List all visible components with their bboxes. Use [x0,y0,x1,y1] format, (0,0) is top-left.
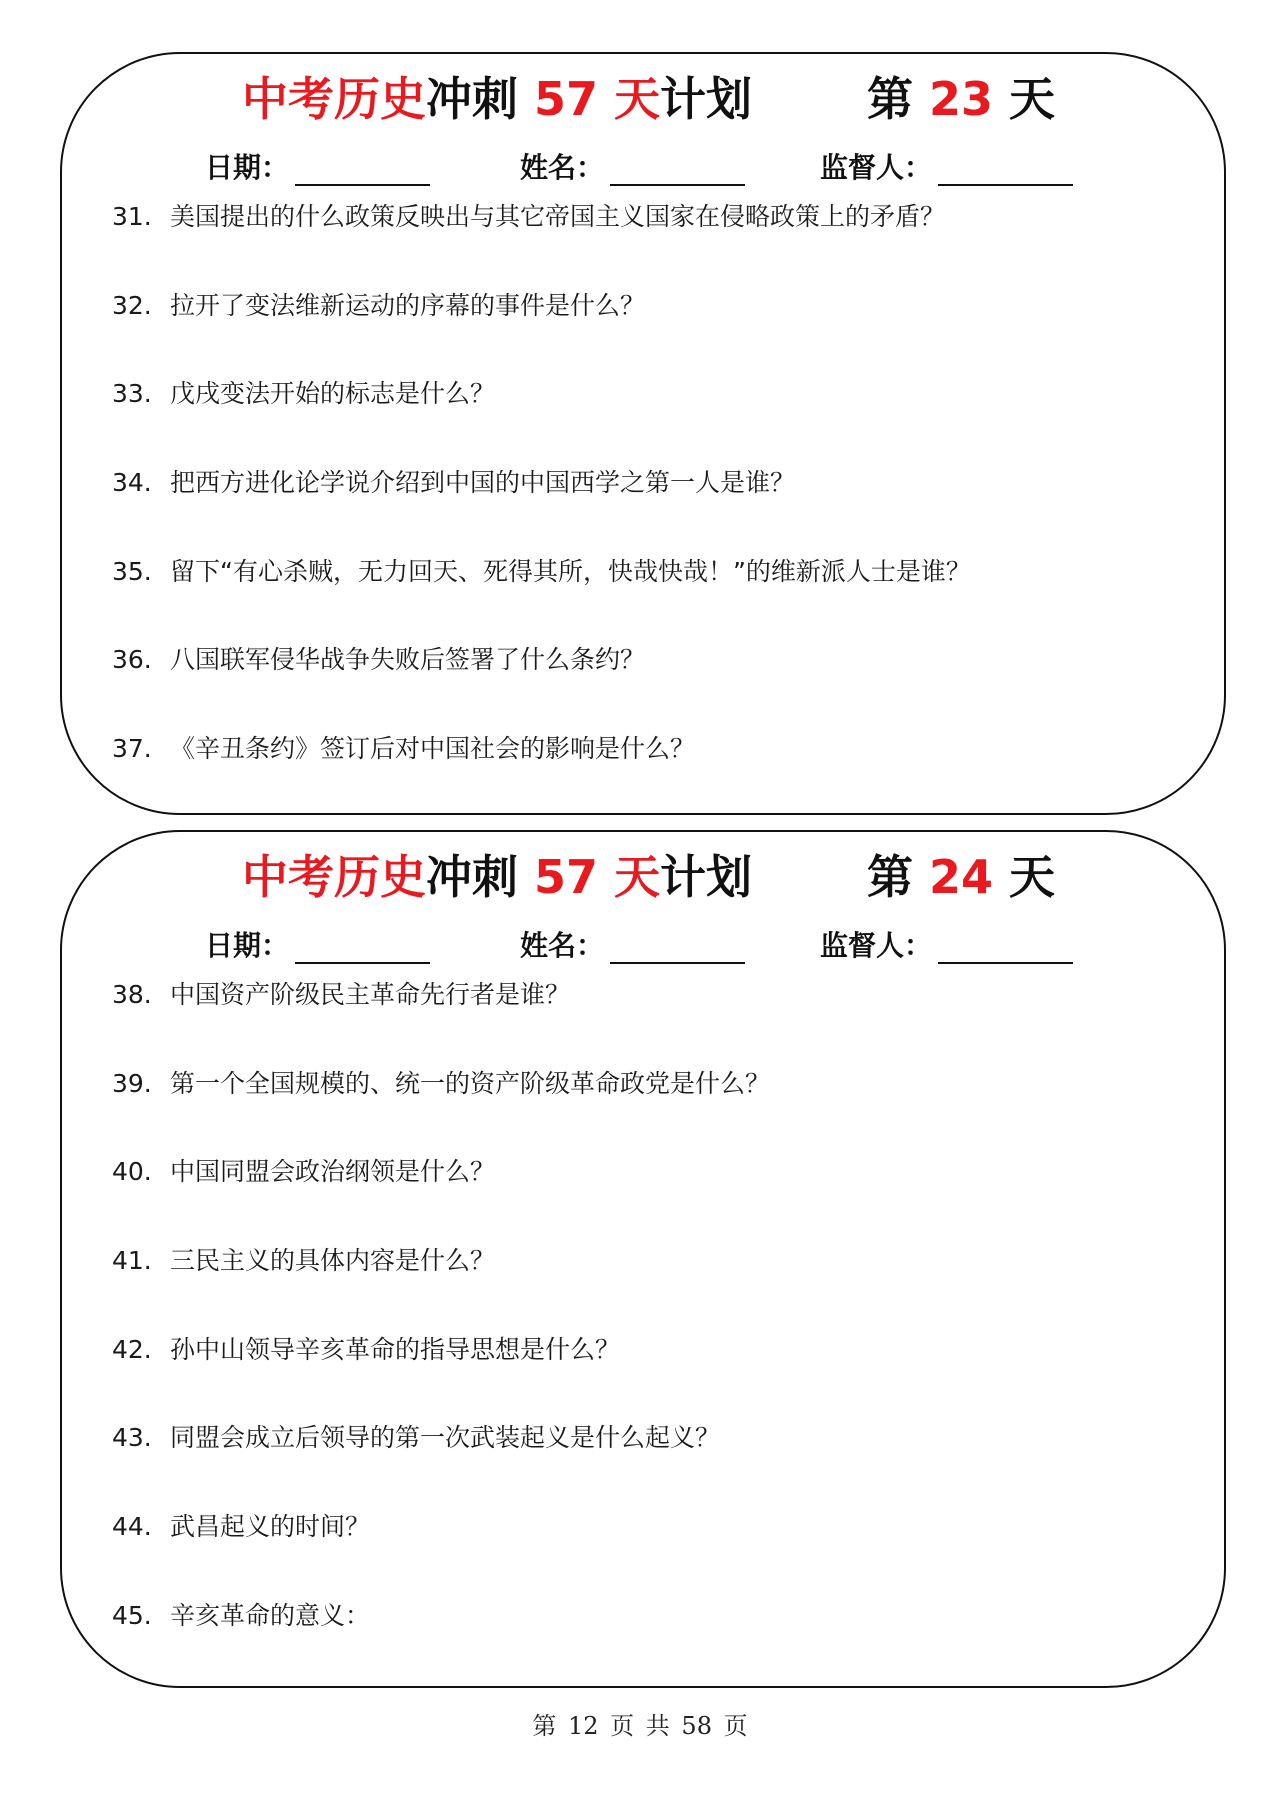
title-part: 计划 [660,72,753,126]
question-text: 拉开了变法维新运动的序幕的事件是什么？ [170,290,646,320]
question-number: 43. [112,1423,152,1453]
question-text: 孙中山领导辛亥革命的指导思想是什么？ [170,1334,621,1364]
question-number: 32. [112,290,152,320]
question-text: 武昌起义的时间？ [170,1512,371,1542]
title-part: 冲刺 [426,72,518,126]
question-item [112,466,1184,555]
day-label [867,850,1055,905]
question-number: 37. [112,734,152,764]
question-text: 《辛丑条约》签订后对中国社会的影响是什么？ [170,734,696,764]
plan-card-day-23 [60,52,1226,815]
question-item [112,732,1184,821]
question-number: 33. [112,379,152,409]
date-field [205,924,430,964]
supervisor-blank[interactable] [938,154,1073,186]
question-number: 41. [112,1246,152,1276]
day-number: 23 [929,72,994,126]
question-item [112,1599,1184,1688]
title-part: 冲刺 [426,850,518,904]
question-number: 35. [112,556,152,586]
name-label: 姓名： [520,151,605,184]
question-item [112,1244,1184,1333]
name-label: 姓名： [520,929,605,962]
question-number: 31. [112,202,152,231]
question-text: 留下“有心杀贼，无力回天、死得其所，快哉快哉！”的维新派人士是谁？ [170,556,971,586]
name-field [520,146,745,186]
supervisor-label: 监督人： [820,151,933,184]
name-blank[interactable] [610,932,745,964]
title-part: 计划 [660,850,753,904]
question-text: 中国资产阶级民主革命先行者是谁？ [170,980,571,1009]
title-part: 天 [614,850,661,904]
date-label: 日期： [205,929,290,962]
question-text: 八国联军侵华战争失败后签署了什么条约？ [170,645,646,675]
name-blank[interactable] [610,154,745,186]
supervisor-field [820,146,1073,186]
question-item [112,377,1184,466]
supervisor-label: 监督人： [820,929,933,962]
question-number: 36. [112,645,152,675]
question-number: 44. [112,1512,152,1542]
question-number: 39. [112,1068,152,1098]
question-text: 辛亥革命的意义： [170,1600,371,1630]
question-item [112,289,1184,378]
question-item [112,643,1184,732]
question-list [112,978,1184,1688]
question-text: 第一个全国规模的、统一的资产阶级革命政党是什么？ [170,1068,771,1098]
plan-title [242,850,752,905]
question-number: 40. [112,1157,152,1187]
question-number: 42. [112,1334,152,1364]
question-number: 38. [112,980,152,1009]
question-item [112,1067,1184,1156]
day-suffix: 天 [1009,72,1056,126]
question-item [112,200,1184,289]
supervisor-blank[interactable] [938,932,1073,964]
question-number: 34. [112,468,152,498]
question-item [112,978,1184,1067]
title-days-number: 57 [534,850,599,904]
question-number: 45. [112,1600,152,1630]
date-label: 日期： [205,151,290,184]
date-field [205,146,430,186]
supervisor-field [820,924,1073,964]
question-text: 同盟会成立后领导的第一次武装起义是什么起义？ [170,1423,721,1453]
date-blank[interactable] [295,154,430,186]
question-text: 三民主义的具体内容是什么？ [170,1246,496,1276]
day-suffix: 天 [1009,850,1056,904]
question-item [112,1510,1184,1599]
day-label [867,72,1055,127]
day-number: 24 [929,850,994,904]
plan-title [242,72,752,127]
title-part: 中考历史 [242,72,426,126]
title-days-number: 57 [534,72,599,126]
title-part: 中考历史 [242,850,426,904]
name-field [520,924,745,964]
day-prefix: 第 [867,72,913,126]
question-list [112,200,1184,821]
question-text: 把西方进化论学说介绍到中国的中国西学之第一人是谁？ [170,468,796,498]
info-fields-row [62,146,1224,192]
question-item [112,1155,1184,1244]
date-blank[interactable] [295,932,430,964]
title-part: 天 [614,72,661,126]
question-text: 美国提出的什么政策反映出与其它帝国主义国家在侵略政策上的矛盾？ [170,202,946,231]
plan-card-day-24 [60,830,1226,1688]
question-item [112,1421,1184,1510]
page-footer: 第 12 页 共 58 页 [532,1712,748,1740]
question-text: 中国同盟会政治纲领是什么？ [170,1157,496,1187]
question-item [112,555,1184,644]
question-text: 戊戌变法开始的标志是什么？ [170,379,496,409]
info-fields-row [62,924,1224,970]
day-prefix: 第 [867,850,913,904]
question-item [112,1333,1184,1422]
